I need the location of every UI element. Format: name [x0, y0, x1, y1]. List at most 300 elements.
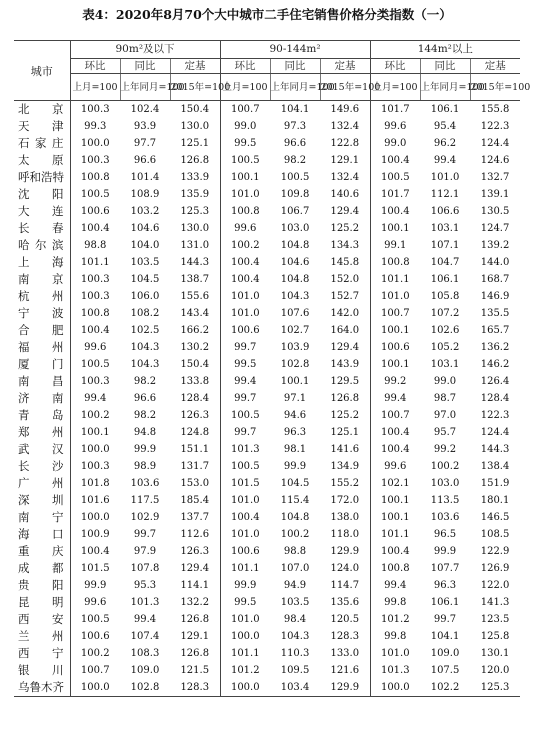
index-value: 109.0: [130, 665, 160, 676]
index-value: 124.0: [330, 563, 360, 574]
index-value: 95.3: [133, 580, 157, 591]
index-value: 100.4: [370, 424, 420, 441]
table-row: [14, 475, 520, 492]
index-value: 151.9: [480, 478, 510, 489]
index-value: 99.4: [370, 390, 420, 407]
table-row: [14, 152, 520, 169]
index-value: 102.2: [420, 679, 470, 697]
index-value: 124.6: [480, 155, 510, 166]
index-value: 104.3: [280, 291, 310, 302]
index-value: 135.9: [180, 189, 210, 200]
index-value: 95.7: [433, 427, 457, 438]
table-row: [14, 220, 520, 237]
index-value: 109.8: [280, 189, 310, 200]
index-value: 100.1: [70, 424, 120, 441]
index-value: 104.3: [130, 342, 160, 353]
index-value: 112.6: [180, 529, 210, 540]
index-value: 122.3: [480, 121, 510, 132]
table-row: [14, 509, 520, 526]
index-value: 115.4: [280, 495, 310, 506]
index-value: 180.1: [480, 495, 510, 506]
index-value: 104.6: [280, 257, 310, 268]
index-value: 99.6: [70, 594, 120, 611]
index-value: 101.0: [220, 288, 270, 305]
index-value: 104.8: [280, 512, 310, 523]
index-value: 109.5: [280, 665, 310, 676]
index-value: 107.2: [430, 308, 460, 319]
city-name: 宁波: [14, 305, 70, 322]
index-value: 100.1: [370, 322, 420, 339]
index-value: 100.3: [70, 288, 120, 305]
index-value: 99.5: [220, 594, 270, 611]
table-row: [14, 169, 520, 186]
index-value: 101.2: [220, 662, 270, 679]
index-value: 100.3: [70, 271, 120, 288]
index-value: 130.5: [480, 206, 510, 217]
index-value: 100.5: [220, 407, 270, 424]
index-value: 103.6: [130, 478, 160, 489]
index-value: 99.4: [220, 373, 270, 390]
index-value: 100.8: [370, 560, 420, 577]
index-value: 101.0: [370, 288, 420, 305]
index-value: 152.0: [330, 274, 360, 285]
index-value: 120.5: [330, 614, 360, 625]
index-value: 143.4: [180, 308, 210, 319]
index-value: 102.5: [130, 325, 160, 336]
index-value: 135.5: [480, 308, 510, 319]
city-name: 重庆: [14, 543, 70, 560]
city-name: 北京: [14, 101, 70, 119]
index-value: 108.2: [130, 308, 160, 319]
city-name: 贵阳: [14, 577, 70, 594]
index-value: 125.3: [470, 679, 520, 697]
index-value: 129.4: [180, 563, 210, 574]
index-value: 125.1: [330, 427, 360, 438]
index-value: 100.6: [220, 322, 270, 339]
index-value: 146.2: [480, 359, 510, 370]
index-value: 98.8: [283, 546, 307, 557]
index-value: 101.0: [220, 305, 270, 322]
index-value: 129.1: [330, 155, 360, 166]
index-value: 101.1: [220, 645, 270, 662]
index-value: 101.7: [370, 101, 420, 119]
index-value: 103.5: [130, 257, 160, 268]
index-value: 100.4: [70, 543, 120, 560]
base-header-mom: 上月=100: [370, 74, 420, 101]
table-row: [14, 594, 520, 611]
index-value: 100.5: [220, 458, 270, 475]
index-value: 99.9: [133, 444, 157, 455]
city-name: 海口: [14, 526, 70, 543]
index-value: 101.0: [220, 611, 270, 628]
index-value: 101.8: [70, 475, 120, 492]
index-value: 100.4: [370, 203, 420, 220]
index-value: 100.4: [220, 271, 270, 288]
index-value: 99.7: [133, 529, 157, 540]
index-value: 100.3: [70, 373, 120, 390]
index-value: 100.0: [370, 679, 420, 697]
index-value: 100.4: [370, 152, 420, 169]
index-value: 164.0: [330, 325, 360, 336]
index-value: 144.0: [480, 257, 510, 268]
index-value: 107.7: [430, 563, 460, 574]
index-value: 99.5: [220, 356, 270, 373]
index-value: 131.0: [180, 240, 210, 251]
index-value: 155.6: [180, 291, 210, 302]
index-value: 132.4: [330, 121, 360, 132]
index-value: 99.4: [370, 577, 420, 594]
city-name: 郑州: [14, 424, 70, 441]
index-value: 100.6: [70, 203, 120, 220]
table-title: 表4：2020年8月70个大中城市二手住宅销售价格分类指数（一）: [82, 7, 452, 22]
sub-header-yoy: 同比: [120, 59, 170, 74]
index-value: 103.2: [130, 206, 160, 217]
index-value: 100.6: [370, 339, 420, 356]
index-value: 99.9: [70, 577, 120, 594]
city-name: 南宁: [14, 509, 70, 526]
index-value: 101.1: [70, 254, 120, 271]
index-value: 94.8: [133, 427, 157, 438]
index-value: 101.0: [430, 172, 460, 183]
table-row: [14, 407, 520, 424]
index-value: 100.1: [220, 169, 270, 186]
index-value: 98.4: [283, 614, 307, 625]
city-name: 济南: [14, 390, 70, 407]
index-value: 100.7: [370, 305, 420, 322]
city-name: 南昌: [14, 373, 70, 390]
index-value: 124.4: [480, 427, 510, 438]
index-value: 102.8: [120, 679, 170, 697]
table-row: [14, 560, 520, 577]
index-value: 100.7: [220, 101, 270, 119]
index-value: 100.1: [280, 376, 310, 387]
index-value: 131.7: [180, 461, 210, 472]
base-header-mom: 上月=100: [70, 74, 120, 101]
index-value: 99.7: [220, 390, 270, 407]
index-value: 136.2: [480, 342, 510, 353]
index-value: 99.3: [70, 118, 120, 135]
index-value: 134.9: [330, 461, 360, 472]
index-value: 138.4: [480, 461, 510, 472]
base-header-yoy: 上年同月=100: [420, 74, 470, 101]
index-value: 114.1: [180, 580, 210, 591]
index-value: 99.6: [370, 458, 420, 475]
price-index-table: [14, 40, 531, 697]
index-value: 101.0: [370, 645, 420, 662]
index-value: 114.7: [330, 580, 360, 591]
index-value: 107.0: [280, 563, 310, 574]
index-value: 129.5: [330, 376, 360, 387]
table-row: [14, 645, 520, 662]
table-row: [14, 288, 520, 305]
group-header-large: 144m²以上: [370, 41, 520, 59]
index-value: 103.0: [430, 478, 460, 489]
index-value: 100.1: [370, 492, 420, 509]
index-value: 97.7: [133, 138, 157, 149]
index-value: 125.2: [330, 223, 360, 234]
sub-header-mom: 环比: [220, 59, 270, 74]
index-value: 100.1: [370, 356, 420, 373]
index-value: 132.2: [180, 597, 210, 608]
index-value: 100.2: [70, 407, 120, 424]
index-value: 100.3: [70, 458, 120, 475]
index-value: 99.0: [370, 135, 420, 152]
table-row: [14, 271, 520, 288]
index-value: 100.4: [370, 543, 420, 560]
index-value: 144.3: [180, 257, 210, 268]
index-value: 124.7: [480, 223, 510, 234]
index-value: 128.4: [180, 393, 210, 404]
index-value: 99.9: [220, 577, 270, 594]
index-value: 104.5: [280, 478, 310, 489]
index-value: 100.0: [70, 441, 120, 458]
index-value: 100.9: [70, 526, 120, 543]
city-name: 西安: [14, 611, 70, 628]
index-value: 101.0: [220, 526, 270, 543]
index-value: 98.2: [283, 155, 307, 166]
index-value: 124.4: [480, 138, 510, 149]
index-value: 137.7: [180, 512, 210, 523]
index-value: 134.3: [330, 240, 360, 251]
city-name: 银川: [14, 662, 70, 679]
sub-header-yoy: 同比: [420, 59, 470, 74]
index-value: 102.6: [430, 325, 460, 336]
table-row: [14, 118, 520, 135]
table-row: [14, 339, 520, 356]
index-value: 125.2: [330, 410, 360, 421]
base-header-fixed-base: 2015年=100: [170, 74, 220, 101]
index-value: 126.8: [180, 648, 210, 659]
index-value: 100.3: [70, 101, 120, 119]
index-value: 103.6: [430, 512, 460, 523]
index-value: 165.7: [480, 325, 510, 336]
city-name: 呼和浩特: [14, 169, 70, 186]
city-name: 深圳: [14, 492, 70, 509]
index-value: 104.6: [130, 223, 160, 234]
index-value: 133.9: [180, 172, 210, 183]
index-value: 103.0: [280, 223, 310, 234]
index-value: 99.2: [433, 444, 457, 455]
index-value: 100.8: [70, 169, 120, 186]
index-value: 104.3: [130, 359, 160, 370]
index-value: 101.1: [220, 560, 270, 577]
index-value: 121.6: [330, 665, 360, 676]
index-value: 139.2: [480, 240, 510, 251]
index-value: 100.5: [70, 611, 120, 628]
index-value: 104.5: [130, 274, 160, 285]
index-value: 99.7: [220, 339, 270, 356]
index-value: 132.7: [480, 172, 510, 183]
index-value: 150.4: [180, 359, 210, 370]
index-value: 103.4: [270, 679, 320, 697]
city-name: 石家庄: [14, 135, 70, 152]
index-value: 120.0: [480, 665, 510, 676]
index-value: 99.9: [433, 546, 457, 557]
index-value: 98.9: [133, 461, 157, 472]
index-value: 100.2: [70, 645, 120, 662]
index-value: 104.1: [430, 631, 460, 642]
table-row: [14, 390, 520, 407]
index-value: 100.2: [280, 529, 310, 540]
index-value: 99.4: [133, 614, 157, 625]
index-value: 110.3: [280, 648, 310, 659]
index-value: 142.0: [330, 308, 360, 319]
index-value: 101.1: [370, 271, 420, 288]
city-column-header: 城市: [14, 41, 70, 101]
index-value: 94.6: [283, 410, 307, 421]
index-value: 104.0: [130, 240, 160, 251]
index-value: 133.8: [180, 376, 210, 387]
index-value: 185.4: [180, 495, 210, 506]
index-value: 100.0: [220, 628, 270, 645]
table-row: [14, 424, 520, 441]
index-value: 100.8: [70, 305, 120, 322]
index-value: 97.0: [433, 410, 457, 421]
index-value: 97.3: [283, 121, 307, 132]
index-value: 104.7: [430, 257, 460, 268]
index-value: 138.0: [330, 512, 360, 523]
index-value: 98.2: [133, 376, 157, 387]
index-value: 172.0: [330, 495, 360, 506]
city-name: 沈阳: [14, 186, 70, 203]
index-value: 100.4: [70, 322, 120, 339]
index-value: 106.0: [130, 291, 160, 302]
index-value: 101.3: [370, 662, 420, 679]
index-value: 99.7: [433, 614, 457, 625]
index-value: 106.1: [430, 597, 460, 608]
index-value: 145.8: [330, 257, 360, 268]
index-value: 95.4: [433, 121, 457, 132]
index-value: 130.2: [180, 342, 210, 353]
sub-header-yoy: 同比: [270, 59, 320, 74]
index-value: 102.9: [130, 512, 160, 523]
table-row: [14, 237, 520, 254]
index-value: 100.4: [70, 220, 120, 237]
table-row: [14, 662, 520, 679]
table-row: [14, 628, 520, 645]
index-value: 100.7: [70, 662, 120, 679]
index-value: 152.7: [330, 291, 360, 302]
base-header-yoy: 上年同月=100: [120, 74, 170, 101]
index-value: 108.5: [480, 529, 510, 540]
index-value: 124.8: [180, 427, 210, 438]
index-value: 97.9: [133, 546, 157, 557]
index-value: 97.1: [283, 393, 307, 404]
base-header-yoy: 上年同月=100: [270, 74, 320, 101]
index-value: 126.8: [180, 155, 210, 166]
table-row: [14, 526, 520, 543]
city-name: 长春: [14, 220, 70, 237]
index-value: 98.1: [283, 444, 307, 455]
index-value: 99.5: [220, 135, 270, 152]
city-name: 西宁: [14, 645, 70, 662]
index-value: 130.1: [480, 648, 510, 659]
index-value: 106.7: [280, 206, 310, 217]
index-value: 104.3: [280, 631, 310, 642]
index-value: 118.0: [330, 529, 360, 540]
index-value: 122.8: [330, 138, 360, 149]
index-value: 99.9: [283, 461, 307, 472]
sub-header-mom: 环比: [70, 59, 120, 74]
index-value: 125.3: [180, 206, 210, 217]
index-value: 128.4: [480, 393, 510, 404]
index-value: 146.9: [480, 291, 510, 302]
city-name: 乌鲁木齐: [14, 679, 70, 697]
table-row: [14, 203, 520, 220]
city-name: 哈尔滨: [14, 237, 70, 254]
index-value: 96.3: [283, 427, 307, 438]
index-value: 100.4: [220, 509, 270, 526]
group-header-small: 90m²及以下: [70, 41, 220, 59]
table-row: [14, 577, 520, 594]
city-name: 厦门: [14, 356, 70, 373]
index-value: 100.8: [220, 203, 270, 220]
table-row: [14, 492, 520, 509]
index-value: 107.8: [130, 563, 160, 574]
index-value: 100.4: [370, 441, 420, 458]
index-value: 102.8: [280, 359, 310, 370]
index-value: 125.1: [180, 138, 210, 149]
index-value: 144.3: [480, 444, 510, 455]
index-value: 96.3: [433, 580, 457, 591]
city-name: 昆明: [14, 594, 70, 611]
city-name: 南京: [14, 271, 70, 288]
base-header-fixed-base: 2015年=100: [470, 74, 520, 101]
sub-header-fixed-base: 定基: [470, 59, 520, 74]
index-value: 100.1: [370, 509, 420, 526]
table-row: [14, 101, 520, 119]
table-row: [14, 611, 520, 628]
sub-header-row: [14, 59, 520, 74]
index-value: 150.4: [180, 104, 210, 115]
index-value: 138.7: [180, 274, 210, 285]
index-value: 100.8: [370, 254, 420, 271]
table-row: [14, 356, 520, 373]
index-value: 141.6: [330, 444, 360, 455]
index-value: 135.6: [330, 597, 360, 608]
index-value: 99.4: [70, 390, 120, 407]
index-value: 101.2: [370, 611, 420, 628]
index-value: 129.9: [330, 546, 360, 557]
index-value: 99.8: [370, 594, 420, 611]
index-value: 101.0: [220, 186, 270, 203]
sub-header-fixed-base: 定基: [170, 59, 220, 74]
index-value: 100.7: [370, 407, 420, 424]
index-value: 106.1: [430, 274, 460, 285]
table-row: [14, 543, 520, 560]
base-header-fixed-base: 2015年=100: [320, 74, 370, 101]
index-value: 141.3: [480, 597, 510, 608]
city-name: 广州: [14, 475, 70, 492]
index-value: 128.3: [170, 679, 220, 697]
city-name: 太原: [14, 152, 70, 169]
index-value: 100.4: [220, 254, 270, 271]
index-value: 151.1: [180, 444, 210, 455]
index-value: 100.5: [220, 152, 270, 169]
index-value: 107.4: [130, 631, 160, 642]
index-value: 103.5: [280, 597, 310, 608]
index-value: 126.9: [480, 563, 510, 574]
index-value: 96.2: [433, 138, 457, 149]
index-value: 104.8: [280, 274, 310, 285]
index-value: 99.0: [433, 376, 457, 387]
index-value: 126.8: [330, 393, 360, 404]
city-name: 青岛: [14, 407, 70, 424]
index-value: 113.5: [430, 495, 460, 506]
index-value: 101.1: [370, 526, 420, 543]
city-name: 长沙: [14, 458, 70, 475]
index-value: 100.2: [430, 461, 460, 472]
